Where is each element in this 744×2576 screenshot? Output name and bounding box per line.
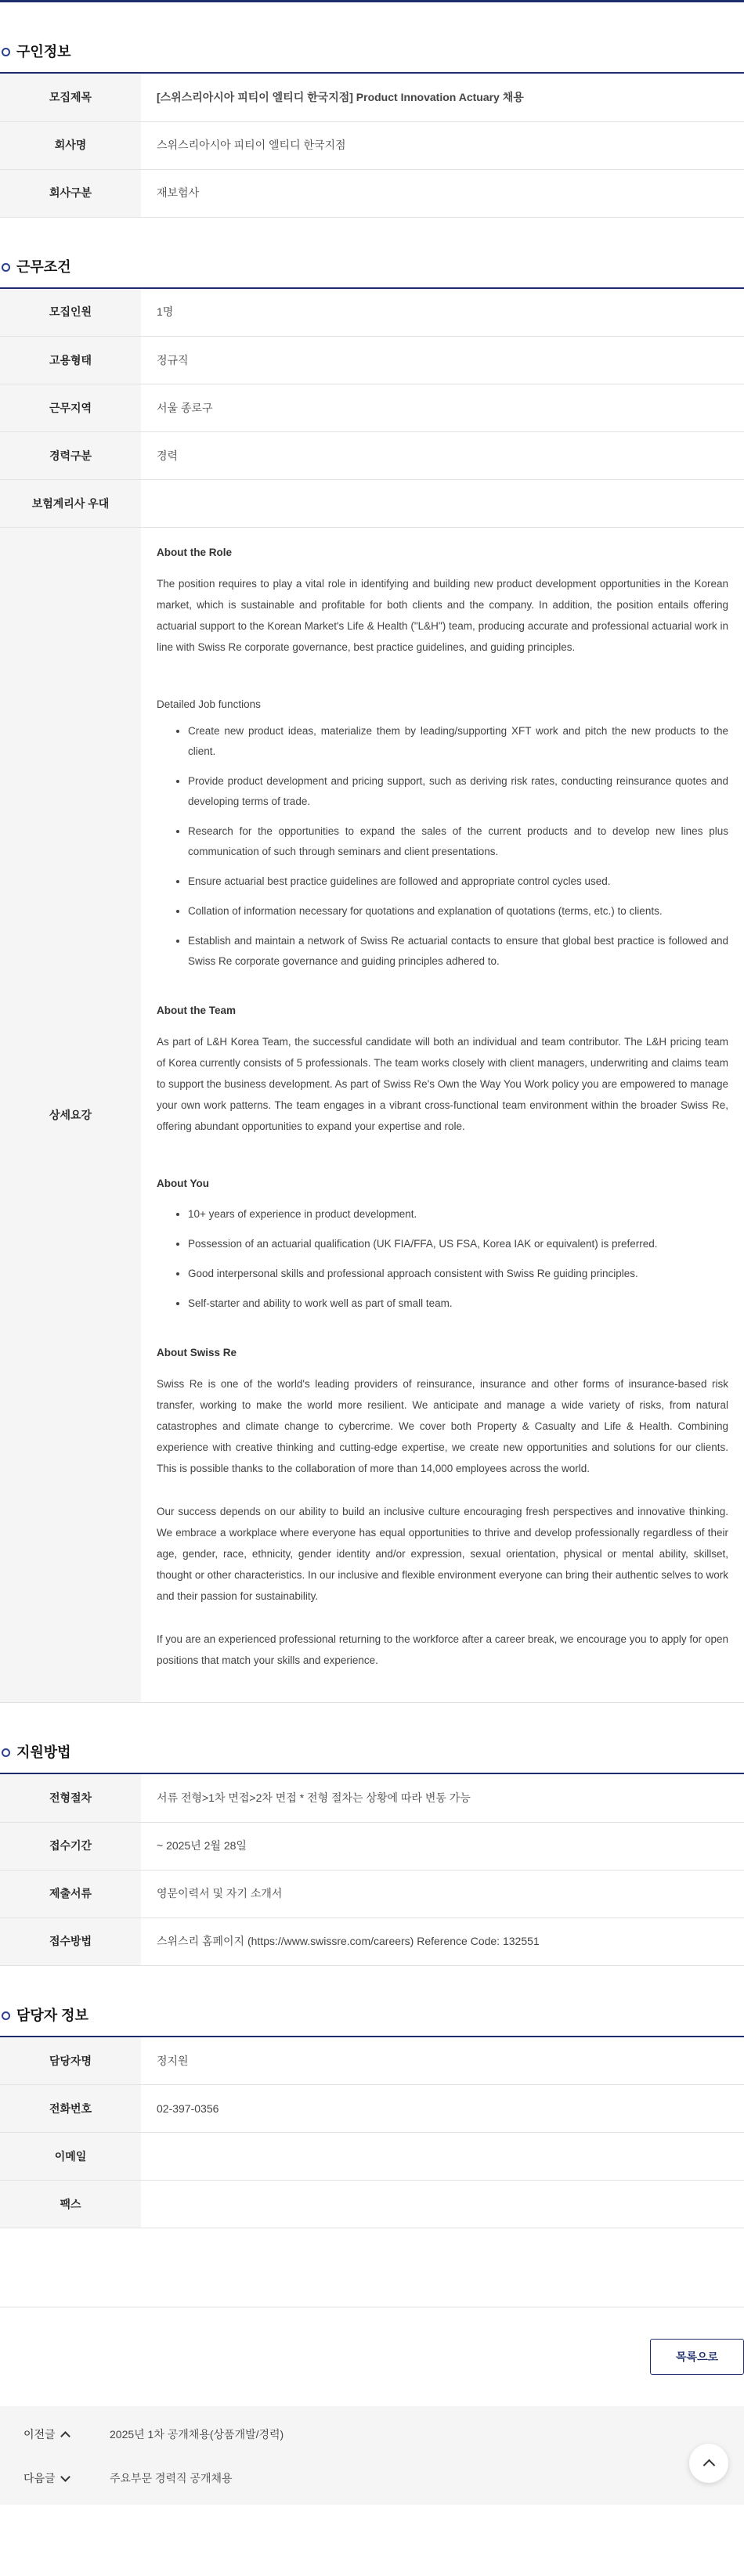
apply-table bbox=[0, 1774, 744, 1966]
role-heading: About the Role bbox=[157, 547, 232, 558]
prev-label: 이전글 bbox=[23, 2427, 56, 2441]
functions-heading: Detailed Job functions bbox=[157, 698, 261, 711]
swissre-heading: About Swiss Re bbox=[157, 1347, 237, 1358]
section-header bbox=[0, 2005, 744, 2037]
row-value bbox=[141, 480, 744, 528]
contact-section bbox=[0, 1966, 744, 2229]
row-label: 모집인원 bbox=[0, 289, 141, 337]
prev-label-wrap bbox=[23, 2426, 110, 2443]
table-row bbox=[0, 1918, 744, 1965]
section-header bbox=[0, 1742, 744, 1774]
list-item: • Collation of information necessary for quotations and explanation of quotations (terms, etc.) to clients. bbox=[188, 901, 728, 922]
table-row bbox=[0, 1822, 744, 1870]
table-row bbox=[0, 2133, 744, 2181]
functions-list bbox=[188, 721, 728, 972]
next-post-link[interactable] bbox=[0, 2456, 744, 2500]
row-label: 접수방법 bbox=[0, 1918, 141, 1965]
next-label: 다음글 bbox=[23, 2471, 56, 2484]
table-row bbox=[0, 480, 744, 528]
table-row bbox=[0, 289, 744, 337]
section-title: 구인정보 bbox=[16, 44, 71, 60]
list-item: • Establish and maintain a network of Swiss Re actuarial contacts to ensure that global best practice is followed and Swiss Re corporate governance and guiding principles adhered to. bbox=[188, 931, 728, 972]
swissre-text: Our success depends on our ability to build an inclusive culture encouraging fresh perspectives and innovative thinking. We embrace a workplace where everyone has equal opportunities to thrive and develop professionally regardless of their age, gender, race, ethnicity, gender identity and/or expression, sexual orientation, physical or mental ability, skillset, thought or other characteristics. In our inclusive and flexible environment everyone can bring their authentic selves to work and their passion for sustainability. bbox=[157, 1506, 728, 1603]
job-info-table bbox=[0, 74, 744, 218]
row-value: [스위스리아시아 피티이 엘티디 한국지점] Product Innovation Actuary 채용 bbox=[141, 74, 744, 121]
row-label: 고용형태 bbox=[0, 337, 141, 384]
list-item: • Create new product ideas, materialize them by leading/supporting XFT work and pitch the new products to the client. bbox=[188, 721, 728, 762]
row-label: 회사구분 bbox=[0, 169, 141, 217]
row-value: 서울 종로구 bbox=[141, 384, 744, 432]
list-item: • Possession of an actuarial qualification (UK FIA/FFA, US FSA, Korea IAK or equivalent) is preferred. bbox=[188, 1234, 728, 1254]
list-button-row bbox=[0, 2307, 744, 2406]
table-row bbox=[0, 169, 744, 217]
list-item: • 10+ years of experience in product development. bbox=[188, 1204, 728, 1225]
team-text: As part of L&H Korea Team, the successful candidate will both an individual and team contributor. The L&H pricing team of Korea currently consists of 5 professionals. The team works closely with client managers, underwriting and claims team to support the business development. As part of Swiss Re's Own the Way You Work policy you are empowered to manage your own work patterns. The team engages in a vibrant cross-functional team environment within the broader Swiss Re, offering abundant opportunities to expand your expertise and role. bbox=[157, 1035, 728, 1132]
row-value bbox=[141, 2181, 744, 2228]
section-header bbox=[0, 257, 744, 289]
table-row bbox=[0, 2181, 744, 2228]
section-title: 담당자 정보 bbox=[16, 2007, 88, 2023]
scroll-top-button[interactable] bbox=[689, 2444, 728, 2483]
table-row bbox=[0, 74, 744, 121]
role-text: The position requires to play a vital role in identifying and building new product development opportunities in the Korean market, which is sustainable and profitable for both clients and the company. In addition, the position entails offering actuarial support to the Korean Market's Life & Health ("L&H") team, producing accurate and professional actuarial work in line with Swiss Re corporate governance, best practice guidelines, and guiding principles. bbox=[157, 578, 728, 654]
row-value: 영문이력서 및 자기 소개서 bbox=[141, 1870, 744, 1918]
next-label-wrap bbox=[23, 2470, 110, 2487]
row-label: 근무지역 bbox=[0, 384, 141, 432]
row-value: 경력 bbox=[141, 432, 744, 480]
contact-table bbox=[0, 2037, 744, 2229]
table-row bbox=[0, 1774, 744, 1822]
list-item: • Good interpersonal skills and professional approach consistent with Swiss Re guiding principles. bbox=[188, 1264, 728, 1284]
prev-title[interactable]: 2025년 1차 공개채용(상품개발/경력) bbox=[110, 2427, 284, 2441]
row-value: ~ 2025년 2월 28일 bbox=[141, 1822, 744, 1870]
job-detail bbox=[141, 528, 744, 1703]
row-value: 서류 전형>1차 면접>2차 면접 * 전형 절차는 상황에 따라 변동 가능 bbox=[141, 1774, 744, 1822]
circle-outline-icon bbox=[2, 48, 10, 56]
list-item: • Ensure actuarial best practice guidelines are followed and appropriate control cycles used. bbox=[188, 871, 728, 892]
swissre-text: Swiss Re is one of the world's leading providers of reinsurance, insurance and other forms of insurance-based risk transfer, working to make the world more resilient. We anticipate and manage a wide variety of risks, from natural catastrophes and climate change to cybercrime. We cover both Property & Casualty and Life & Health. Combining experience with creative thinking and cutting-edge expertise, we create new opportunities and solutions for our clients. This is possible thanks to the collaboration of more than 14,000 employees across the world. bbox=[157, 1378, 728, 1475]
row-value bbox=[141, 2133, 744, 2181]
table-row bbox=[0, 2037, 744, 2085]
chevron-up-icon bbox=[60, 2431, 70, 2441]
chevron-up-icon bbox=[702, 2459, 715, 2471]
you-heading: About You bbox=[157, 1177, 209, 1189]
table-row bbox=[0, 432, 744, 480]
section-title: 근무조건 bbox=[16, 258, 71, 275]
swissre-text: If you are an experienced professional returning to the workforce after a career break, we encourage you to apply for open positions that match your skills and experience. bbox=[157, 1633, 728, 1667]
list-item: • Research for the opportunities to expand the sales of the current products and to develop new lines plus communication of such through seminars and client presentations. bbox=[188, 821, 728, 862]
row-label: 회사명 bbox=[0, 121, 141, 169]
apply-section bbox=[0, 1703, 744, 1966]
row-value: 정지원 bbox=[141, 2037, 744, 2085]
row-label: 전형절차 bbox=[0, 1774, 141, 1822]
row-value: 스위스리아시아 피티이 엘티디 한국지점 bbox=[141, 121, 744, 169]
row-label: 전화번호 bbox=[0, 2085, 141, 2133]
row-value: 스위스리 홈페이지 (https://www.swissre.com/careers) Reference Code: 132551 bbox=[141, 1918, 744, 1965]
table-row bbox=[0, 121, 744, 169]
row-label: 팩스 bbox=[0, 2181, 141, 2228]
list-item: • Provide product development and pricing support, such as deriving risk rates, conducting reinsurance quotes and developing terms of trade. bbox=[188, 771, 728, 812]
next-title[interactable]: 주요부문 경력직 공개채용 bbox=[110, 2471, 233, 2484]
you-list bbox=[188, 1204, 728, 1314]
row-value: 1명 bbox=[141, 289, 744, 337]
section-header bbox=[0, 41, 744, 74]
job-info-section bbox=[0, 2, 744, 218]
table-row bbox=[0, 384, 744, 432]
table-row bbox=[0, 2085, 744, 2133]
row-value: 정규직 bbox=[141, 337, 744, 384]
row-label: 경력구분 bbox=[0, 432, 141, 480]
circle-outline-icon bbox=[2, 2011, 10, 2020]
row-label: 모집제목 bbox=[0, 74, 141, 121]
circle-outline-icon bbox=[2, 263, 10, 272]
row-label: 상세요강 bbox=[0, 528, 141, 1703]
post-navigation bbox=[0, 2406, 744, 2505]
row-label: 보험계리사 우대 bbox=[0, 480, 141, 528]
prev-post-link[interactable] bbox=[0, 2412, 744, 2456]
row-label: 이메일 bbox=[0, 2133, 141, 2181]
table-row bbox=[0, 337, 744, 384]
list-button[interactable]: 목록으로 bbox=[650, 2339, 744, 2375]
team-heading: About the Team bbox=[157, 1004, 236, 1016]
row-label: 제출서류 bbox=[0, 1870, 141, 1918]
section-title: 지원방법 bbox=[16, 1744, 71, 1761]
list-item: • Self-starter and ability to work well as part of small team. bbox=[188, 1293, 728, 1314]
circle-outline-icon bbox=[2, 1748, 10, 1757]
row-label: 담당자명 bbox=[0, 2037, 141, 2085]
row-value: 재보험사 bbox=[141, 169, 744, 217]
table-row bbox=[0, 1870, 744, 1918]
bottom-area bbox=[0, 2307, 744, 2505]
conditions-table bbox=[0, 289, 744, 1704]
row-value: 02-397-0356 bbox=[141, 2085, 744, 2133]
conditions-section bbox=[0, 218, 744, 1704]
chevron-down-icon bbox=[60, 2472, 70, 2482]
detail-row bbox=[0, 528, 744, 1703]
row-label: 접수기간 bbox=[0, 1822, 141, 1870]
